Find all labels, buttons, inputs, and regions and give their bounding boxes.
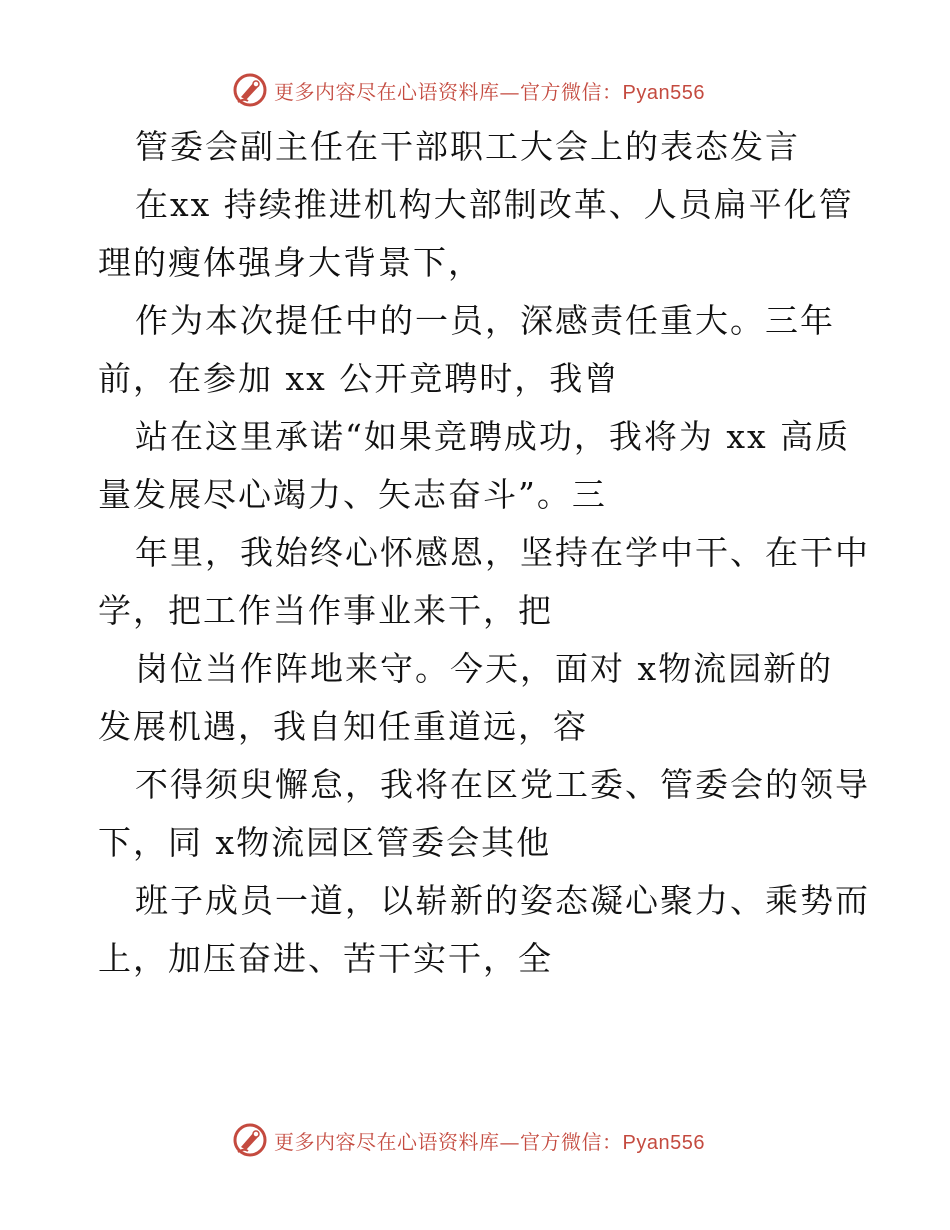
header-banner (232, 70, 752, 110)
brand-logo-icon (232, 1122, 268, 1158)
footer-banner (232, 1120, 752, 1160)
header-banner-text (274, 76, 705, 105)
paragraph-line: 管委会副主任在干部职工大会上的表态发言 (135, 127, 800, 166)
wechat-id: Pyan556 (622, 81, 705, 104)
paragraph-line: 学，把工作当作事业来干，把 (98, 591, 553, 630)
paragraph-line: 班子成员一道，以崭新的姿态凝心聚力、乘势而 (135, 881, 870, 920)
paragraph-line: 岗位当作阵地来守。今天，面对 x物流园新的 (135, 649, 834, 688)
paragraph-line: 下，同 x物流园区管委会其他 (98, 823, 552, 862)
paragraph-line: 发展机遇，我自知任重道远，容 (98, 707, 588, 746)
paragraph-line: 量发展尽心竭力、矢志奋斗”。三 (98, 475, 607, 514)
brand-text: 更多内容尽在心语资料库—官方微信： (274, 1129, 623, 1154)
paragraph-line: 上，加压奋进、苦干实干，全 (98, 939, 553, 978)
paragraph-line: 理的瘦体强身大背景下， (98, 243, 483, 282)
footer-banner-text (274, 1126, 705, 1155)
wechat-id: Pyan556 (622, 1131, 705, 1154)
paragraph-line: 年里，我始终心怀感恩，坚持在学中干、在干中 (135, 533, 870, 572)
paragraph-line: 前，在参加 xx 公开竞聘时，我曾 (98, 359, 620, 398)
brand-logo-icon (232, 72, 268, 108)
document-body (98, 118, 870, 988)
paragraph-line: 不得须臾懈怠，我将在区党工委、管委会的领导 (135, 765, 870, 804)
brand-text: 更多内容尽在心语资料库—官方微信： (274, 79, 623, 104)
paragraph-line: 作为本次提任中的一员，深感责任重大。三年 (135, 301, 835, 340)
paragraph-line: 站在这里承诺“如果竞聘成功，我将为 xx 高质 (135, 417, 851, 456)
paragraph-line: 在xx 持续推进机构大部制改革、人员扁平化管 (135, 185, 854, 224)
